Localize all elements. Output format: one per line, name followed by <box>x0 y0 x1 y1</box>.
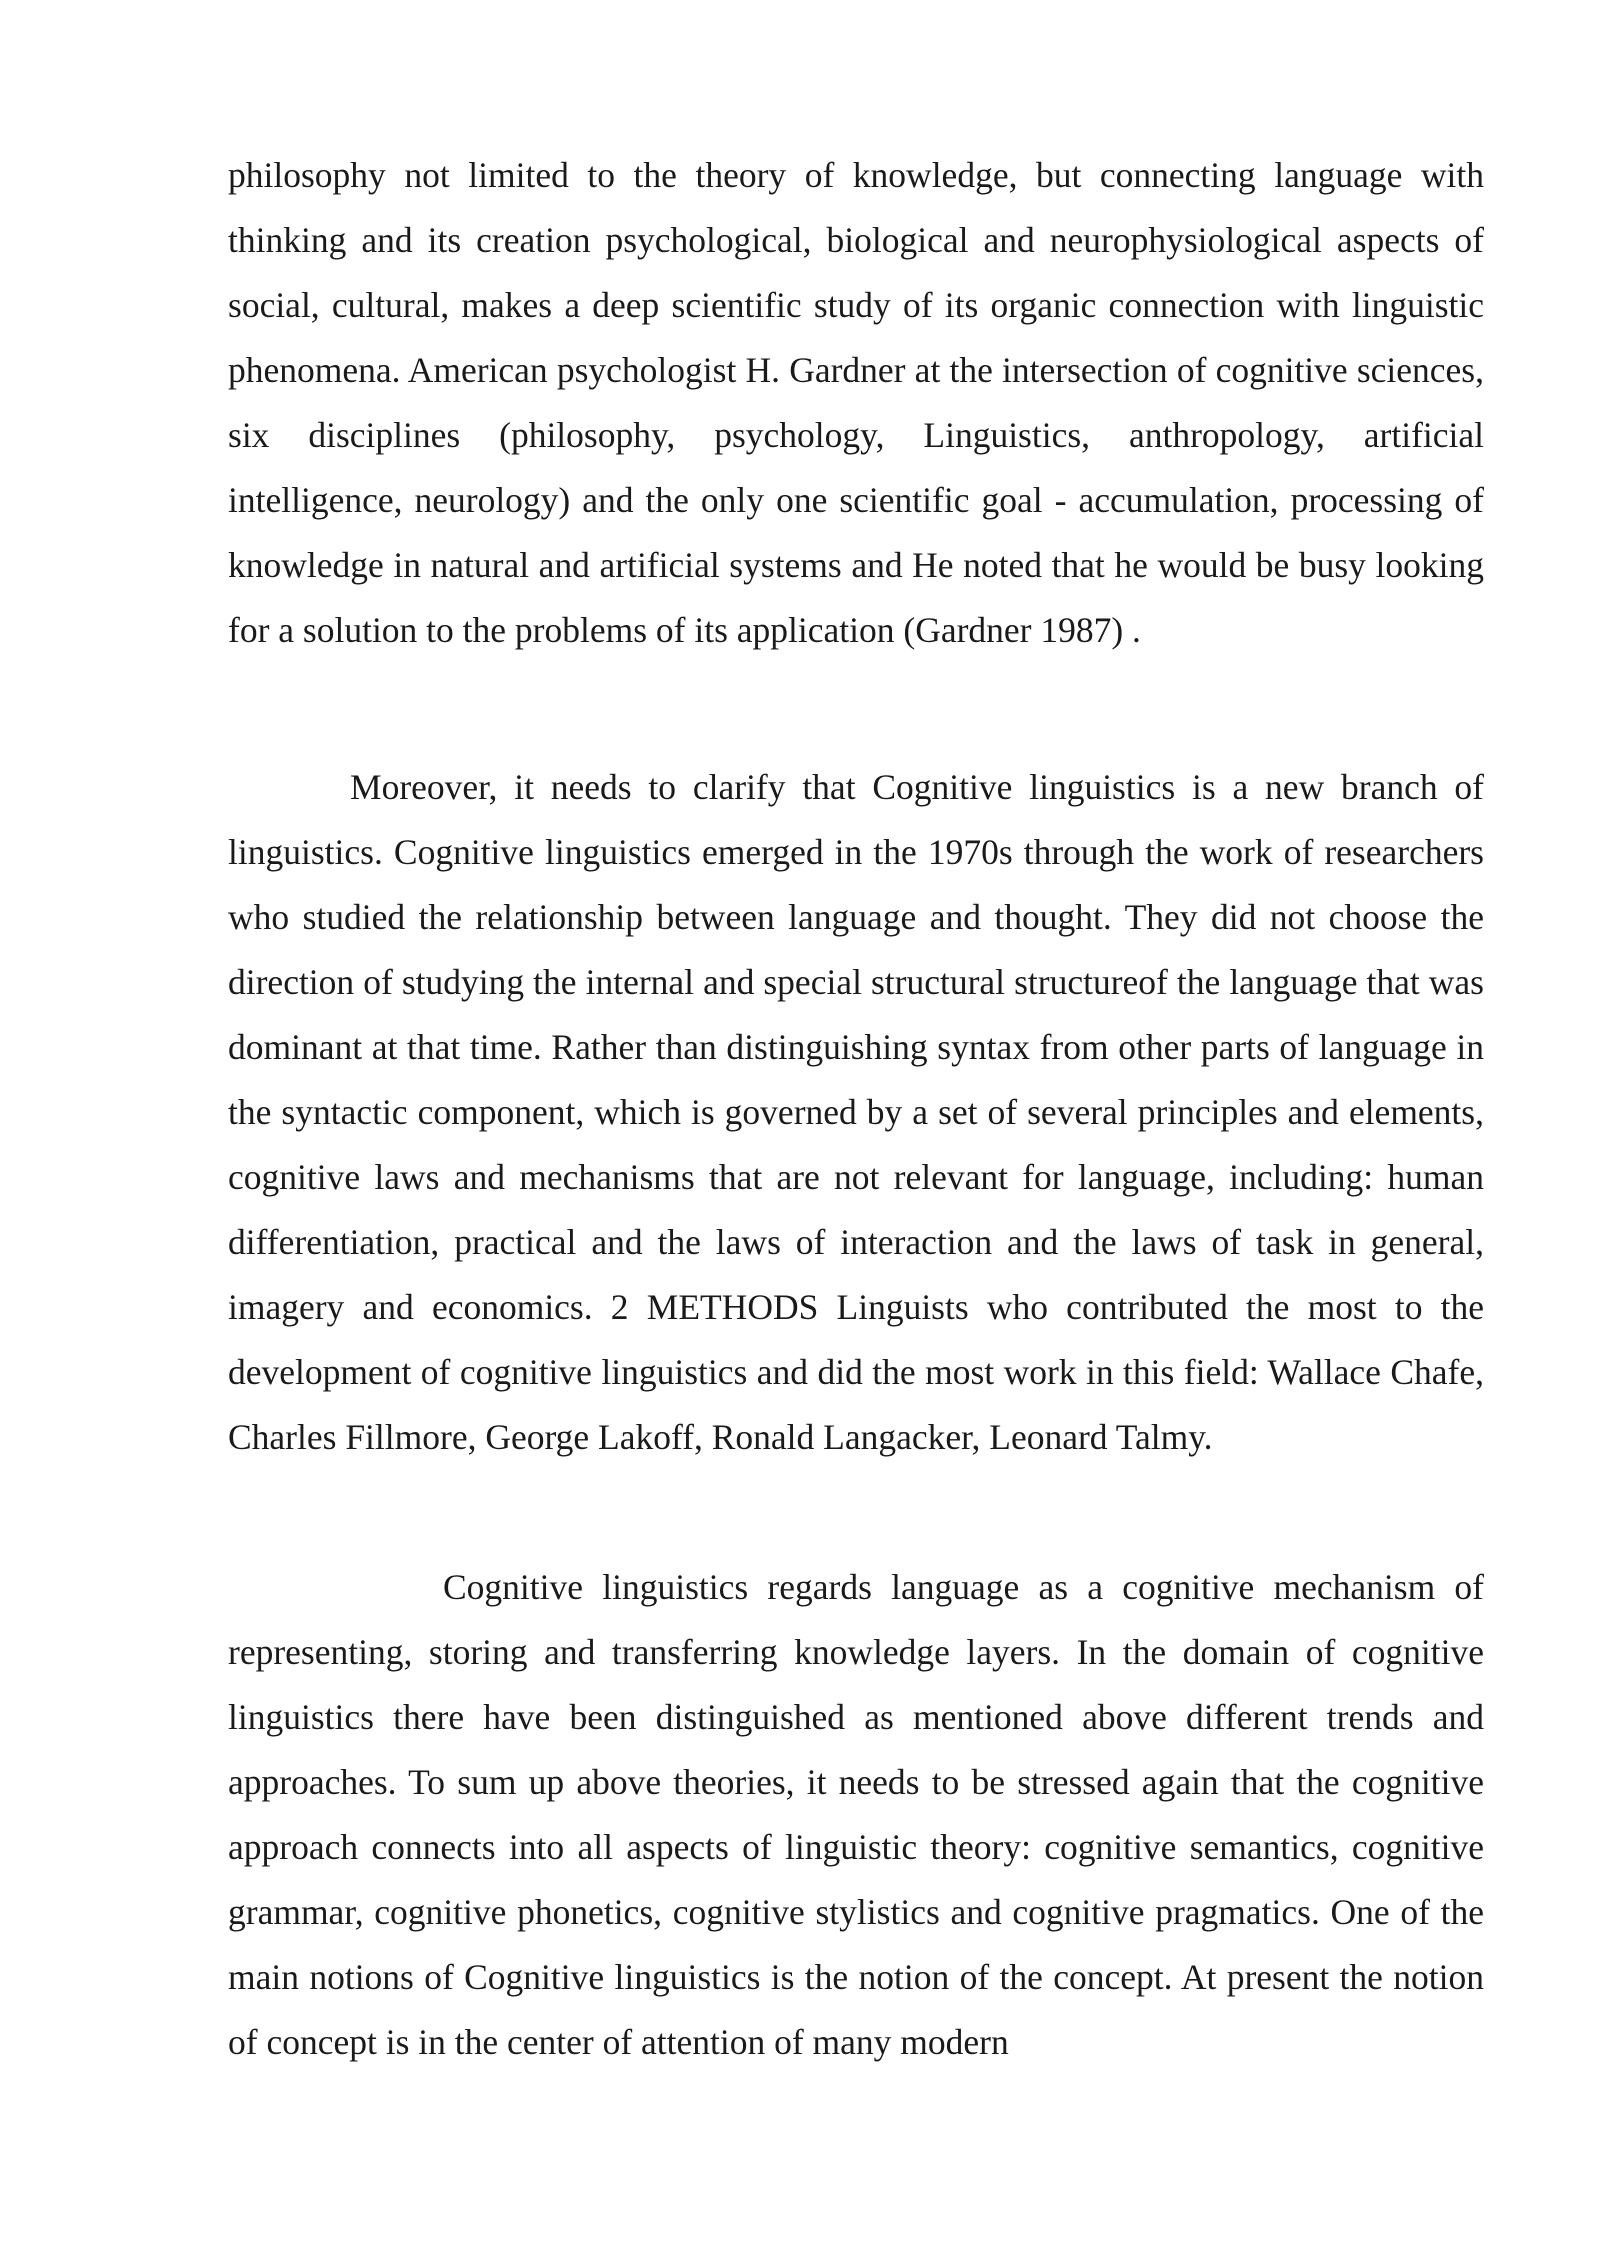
paragraph-1: philosophy not limited to the theory of knowledge, but connecting language with thinking and its creation psychological, biological and neurophysiological aspects of social, cultural, makes a deep scientific study of its organic connection with linguistic phenomena. American psychologist H. Gardner at the intersection of cognitive sciences, six disciplines (philosophy, psychology, Linguistics, anthropology, artificial intelligence, neurology) and the only one scientific goal - accumulation, processing of knowledge in natural and artificial systems and He noted that he would be busy looking for a solution to the problems of its application (Gardner 1987) . <box>228 155 1484 650</box>
paragraph-2: Moreover, it needs to clarify that Cognitive linguistics is a new branch of linguistics. Cognitive linguistics emerged in the 1970s through the work of researchers who studied the relationship between language and thought. They did not choose the direction of studying the internal and special structural structureof the language that was dominant at that time. Rather than distinguishing syntax from other parts of language in the syntactic component, which is governed by a set of several principles and elements, cognitive laws and mechanisms that are not relevant for language, including: human differentiation, practical and the laws of interaction and the laws of task in general, imagery and economics. 2 METHODS Linguists who contributed the most to the development of cognitive linguistics and did the most work in this field: Wallace Chafe, Charles Fillmore, George Lakoff, Ronald Langacker, Leonard Talmy. <box>228 767 1484 1457</box>
paragraph-3: Cognitive linguistics regards language as a cognitive mechanism of representing, storing and transferring knowledge layers. In the domain of cognitive linguistics there have been distinguished as mentioned above different trends and approaches. To sum up above theories, it needs to be stressed again that the cognitive approach connects into all aspects of linguistic theory: cognitive semantics, cognitive grammar, cognitive phonetics, cognitive stylistics and cognitive pragmatics. One of the main notions of Cognitive linguistics is the notion of the concept. At present the notion of concept is in the center of attention of many modern <box>228 1567 1484 2062</box>
